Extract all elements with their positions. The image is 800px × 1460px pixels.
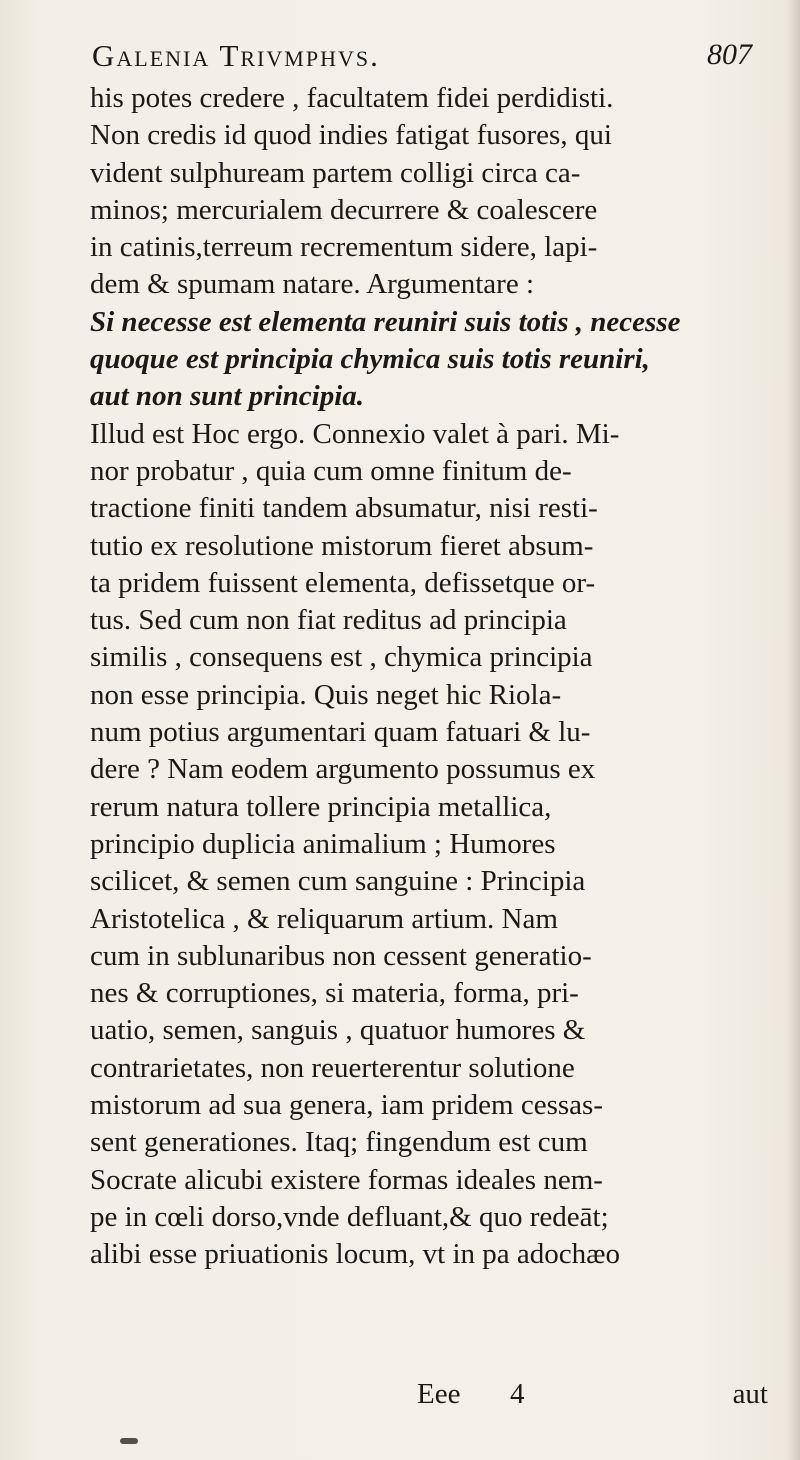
- ink-smudge: [120, 1438, 138, 1444]
- text-line: non esse principia. Quis neget hic Riola-: [90, 678, 562, 711]
- text-line: in catinis,terreum recrementum sidere, lapi-: [90, 231, 598, 264]
- page-edge-shadow: [786, 0, 800, 1460]
- text-line: nor probatur , quia cum omne finitum de-: [90, 454, 572, 487]
- italic-text-line: quoque est principia chymica suis totis reuniri,: [90, 343, 650, 376]
- text-line: Non credis id quod indies fatigat fusores, qui: [90, 119, 612, 152]
- text-line: his potes credere , facultatem fidei perdidisti.: [90, 82, 614, 114]
- signature-mark: Eee: [417, 1378, 461, 1410]
- running-head: Galenia Trivmphvs.: [92, 38, 380, 73]
- text-line: sent generationes. Itaq; fingendum est cum: [90, 1126, 588, 1159]
- text-line: tus. Sed cum non fiat reditus ad principia: [90, 604, 567, 637]
- signature-number: 4: [510, 1378, 525, 1410]
- page-number: 807: [707, 38, 752, 71]
- text-line: rerum natura tollere principia metallica,: [90, 790, 552, 823]
- text-line: uatio, semen, sanguis , quatuor humores &: [90, 1014, 586, 1047]
- body-text: [90, 80, 770, 1274]
- text-line: mistorum ad sua genera, iam pridem cessas-: [90, 1089, 603, 1122]
- text-line: num potius argumentari quam fatuari & lu-: [90, 716, 591, 749]
- text-line: tractione finiti tandem absumatur, nisi resti-: [90, 492, 598, 525]
- text-line: nes & corruptiones, si materia, forma, pri-: [90, 977, 579, 1010]
- italic-text-line: Si necesse est elementa reuniri suis totis , necesse: [90, 305, 681, 338]
- text-line: ta pridem fuissent elementa, defissetque or-: [90, 566, 596, 599]
- italic-text-line: aut non sunt principia.: [90, 380, 364, 413]
- text-line: Socrate alicubi existere formas ideales nem-: [90, 1163, 603, 1196]
- text-line: minos; mercurialem decurrere & coalescere: [90, 193, 598, 226]
- text-line: dem & spumam natare. Argumentare :: [90, 268, 535, 301]
- text-line: similis , consequens est , chymica principia: [90, 641, 593, 674]
- text-line: principio duplicia animalium ; Humores: [90, 827, 556, 860]
- text-line: cum in sublunaribus non cessent generatio-: [90, 939, 592, 972]
- text-line: contrarietates, non reuerterentur solutione: [90, 1051, 575, 1084]
- text-line: alibi esse priuationis locum, vt in pa adochæo: [90, 1238, 620, 1271]
- text-line: Illud est Hoc ergo. Connexio valet à pari. Mi-: [90, 417, 620, 450]
- page-footer: [90, 1378, 770, 1416]
- text-line: vident sulphuream partem colligi circa ca-: [90, 156, 581, 189]
- page-header: [92, 30, 752, 82]
- text-line: scilicet, & semen cum sanguine : Principia: [90, 865, 586, 898]
- catchword: aut: [732, 1378, 768, 1410]
- text-line: tutio ex resolutione mistorum fieret absum-: [90, 529, 594, 562]
- text-line: pe in cœli dorso,vnde defluant,& quo redeāt;: [90, 1200, 609, 1233]
- text-line: Aristotelica , & reliquarum artium. Nam: [90, 902, 558, 935]
- text-line: dere ? Nam eodem argumento possumus ex: [90, 753, 596, 786]
